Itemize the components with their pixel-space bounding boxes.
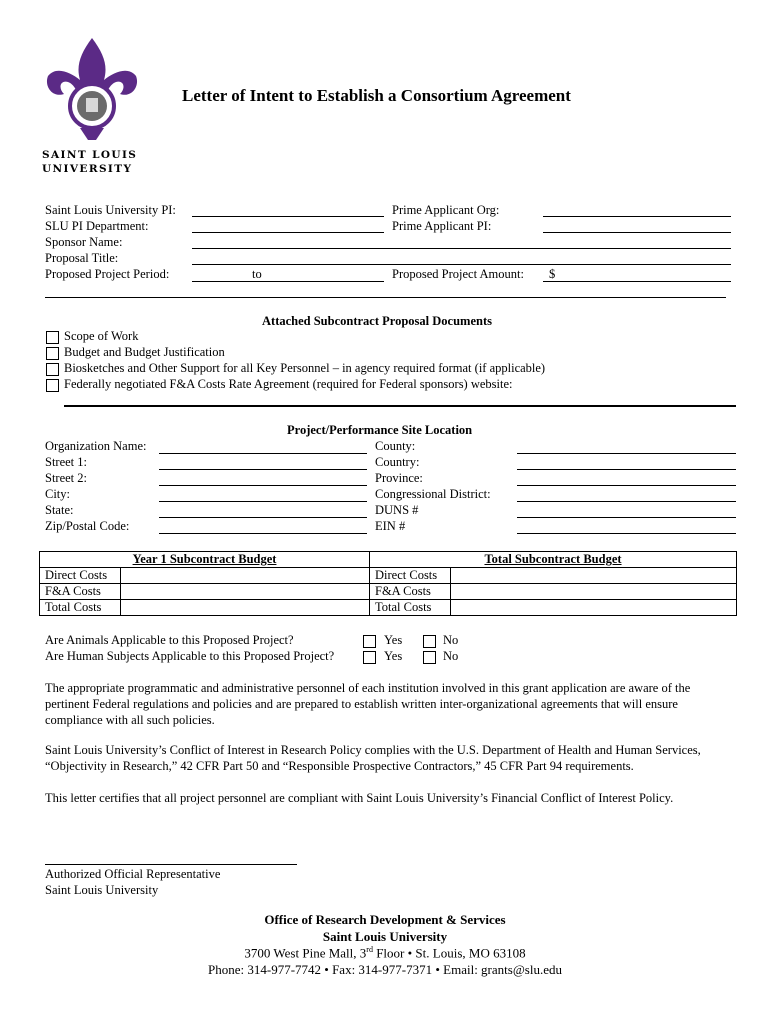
total-fa-costs-label: F&A Costs bbox=[370, 584, 451, 600]
humans-no-checkbox[interactable] bbox=[423, 651, 436, 664]
certification-paragraph: This letter certifies that all project personnel are compliant with Saint Louis University’s Financial Conflict of Interest Policy. bbox=[45, 791, 674, 805]
budget-table bbox=[39, 551, 737, 616]
sponsor-name-label: Sponsor Name: bbox=[45, 235, 123, 249]
address-start: 3700 West Pine Mall, 3 bbox=[244, 945, 367, 961]
period-to-text: to bbox=[252, 267, 262, 281]
address-end: Floor • St. Louis, MO 63108 bbox=[372, 945, 526, 961]
total-total-costs-label: Total Costs bbox=[370, 600, 451, 616]
checkbox-fa-rate[interactable] bbox=[46, 379, 59, 392]
congressional-district-field[interactable] bbox=[517, 501, 736, 502]
university-line-2: UNIVERSITY bbox=[42, 163, 133, 175]
total-budget-heading: Total Subcontract Budget bbox=[370, 552, 737, 568]
project-amount-label: Proposed Project Amount: bbox=[392, 267, 524, 281]
prime-pi-field[interactable] bbox=[543, 232, 731, 233]
year1-total-costs-label: Total Costs bbox=[40, 600, 121, 616]
divider-1 bbox=[45, 297, 726, 298]
street1-label: Street 1: bbox=[45, 455, 88, 469]
slu-pi-department-label: SLU PI Department: bbox=[45, 219, 149, 233]
state-field[interactable] bbox=[159, 517, 367, 518]
footer-university: Saint Louis University bbox=[322, 929, 448, 944]
street2-field[interactable] bbox=[159, 485, 367, 486]
checkbox-scope-of-work[interactable] bbox=[46, 331, 59, 344]
ein-field[interactable] bbox=[517, 533, 736, 534]
footer-office: Office of Research Development & Services bbox=[264, 912, 506, 927]
humans-yes-label: Yes bbox=[384, 649, 403, 663]
divider-2 bbox=[64, 405, 736, 407]
city-label: City: bbox=[45, 487, 71, 501]
sponsor-name-field[interactable] bbox=[192, 248, 731, 249]
project-amount-field[interactable] bbox=[543, 281, 731, 282]
prime-pi-label: Prime Applicant PI: bbox=[392, 219, 492, 233]
city-field[interactable] bbox=[159, 501, 367, 502]
slu-pi-field[interactable] bbox=[192, 216, 384, 217]
year1-direct-costs-label: Direct Costs bbox=[40, 568, 121, 584]
slu-logo bbox=[40, 36, 144, 146]
project-period-label: Proposed Project Period: bbox=[45, 267, 170, 281]
prime-org-field[interactable] bbox=[543, 216, 731, 217]
slu-pi-department-field[interactable] bbox=[192, 232, 384, 233]
humans-no-label: No bbox=[443, 649, 459, 663]
year1-direct-costs-field[interactable] bbox=[121, 568, 370, 584]
total-fa-costs-field[interactable] bbox=[451, 584, 737, 600]
animals-question: Are Animals Applicable to this Proposed Project? bbox=[45, 633, 294, 647]
signature-title: Authorized Official Representative bbox=[45, 867, 221, 881]
checkbox-budget[interactable] bbox=[46, 347, 59, 360]
org-name-label: Organization Name: bbox=[45, 439, 147, 453]
street1-field[interactable] bbox=[159, 469, 367, 470]
table-row bbox=[40, 600, 737, 616]
compliance-paragraph: The appropriate programmatic and administrative personnel of each institution involved in this grant application are aware of the pertinent Federal regulations and policies and are prepared to establish written inter-organizational agreements that will ensure compliance with all such policies. bbox=[45, 681, 691, 727]
proposal-title-label: Proposal Title: bbox=[45, 251, 119, 265]
zip-field[interactable] bbox=[159, 533, 367, 534]
duns-field[interactable] bbox=[517, 517, 736, 518]
table-row bbox=[40, 584, 737, 600]
humans-question: Are Human Subjects Applicable to this Proposed Project? bbox=[45, 649, 335, 663]
attached-item-fa-rate: Federally negotiated F&A Costs Rate Agreement (required for Federal sponsors) website: bbox=[64, 377, 513, 391]
slu-pi-label: Saint Louis University PI: bbox=[45, 203, 176, 217]
duns-label: DUNS # bbox=[375, 503, 419, 517]
ein-label: EIN # bbox=[375, 519, 406, 533]
table-row bbox=[40, 568, 737, 584]
attached-heading: Attached Subcontract Proposal Documents bbox=[262, 314, 492, 328]
province-label: Province: bbox=[375, 471, 423, 485]
prime-org-label: Prime Applicant Org: bbox=[392, 203, 500, 217]
county-label: County: bbox=[375, 439, 416, 453]
total-direct-costs-field[interactable] bbox=[451, 568, 737, 584]
address-ordinal: rd bbox=[366, 945, 373, 954]
site-heading: Project/Performance Site Location bbox=[287, 423, 473, 437]
currency-symbol: $ bbox=[549, 267, 556, 281]
attached-item-budget: Budget and Budget Justification bbox=[64, 345, 225, 359]
province-field[interactable] bbox=[517, 485, 736, 486]
signature-line[interactable] bbox=[45, 864, 297, 865]
footer-contact: Phone: 314-977-7742 • Fax: 314-977-7371 • Email: grants@slu.edu bbox=[208, 962, 562, 977]
checkbox-biosketches[interactable] bbox=[46, 363, 59, 376]
country-label: Country: bbox=[375, 455, 420, 469]
total-total-costs-field[interactable] bbox=[451, 600, 737, 616]
year1-total-costs-field[interactable] bbox=[121, 600, 370, 616]
conflict-policy-paragraph: Saint Louis University’s Conflict of Interest in Research Policy complies with the U.S. Department of Health and Human Services, “Objectivity in Research,” 42 CFR Part 50 and “Responsible Prospective Contractors,” 45 CFR Part 94 requirements. bbox=[45, 743, 701, 773]
fleur-de-lis-seal-icon bbox=[40, 36, 144, 146]
project-period-field[interactable] bbox=[192, 281, 384, 282]
animals-yes-checkbox[interactable] bbox=[363, 635, 376, 648]
attached-item-scope: Scope of Work bbox=[64, 329, 139, 343]
budget-header-row bbox=[40, 552, 737, 568]
signature-org: Saint Louis University bbox=[45, 883, 159, 897]
country-field[interactable] bbox=[517, 469, 736, 470]
university-line-1: SAINT LOUIS bbox=[42, 149, 138, 161]
animals-yes-label: Yes bbox=[384, 633, 403, 647]
street2-label: Street 2: bbox=[45, 471, 88, 485]
attached-item-biosketches: Biosketches and Other Support for all Key Personnel – in agency required format (if applicable) bbox=[64, 361, 546, 375]
footer-address bbox=[0, 945, 770, 961]
county-field[interactable] bbox=[517, 453, 736, 454]
animals-no-label: No bbox=[443, 633, 459, 647]
zip-label: Zip/Postal Code: bbox=[45, 519, 130, 533]
year1-fa-costs-field[interactable] bbox=[121, 584, 370, 600]
total-direct-costs-label: Direct Costs bbox=[370, 568, 451, 584]
page-title: Letter of Intent to Establish a Consortium Agreement bbox=[182, 86, 571, 105]
year1-fa-costs-label: F&A Costs bbox=[40, 584, 121, 600]
animals-no-checkbox[interactable] bbox=[423, 635, 436, 648]
humans-yes-checkbox[interactable] bbox=[363, 651, 376, 664]
state-label: State: bbox=[45, 503, 74, 517]
org-name-field[interactable] bbox=[159, 453, 367, 454]
congressional-district-label: Congressional District: bbox=[375, 487, 491, 501]
proposal-title-field[interactable] bbox=[192, 264, 731, 265]
university-wordmark bbox=[42, 148, 137, 176]
year1-budget-heading: Year 1 Subcontract Budget bbox=[40, 552, 370, 568]
